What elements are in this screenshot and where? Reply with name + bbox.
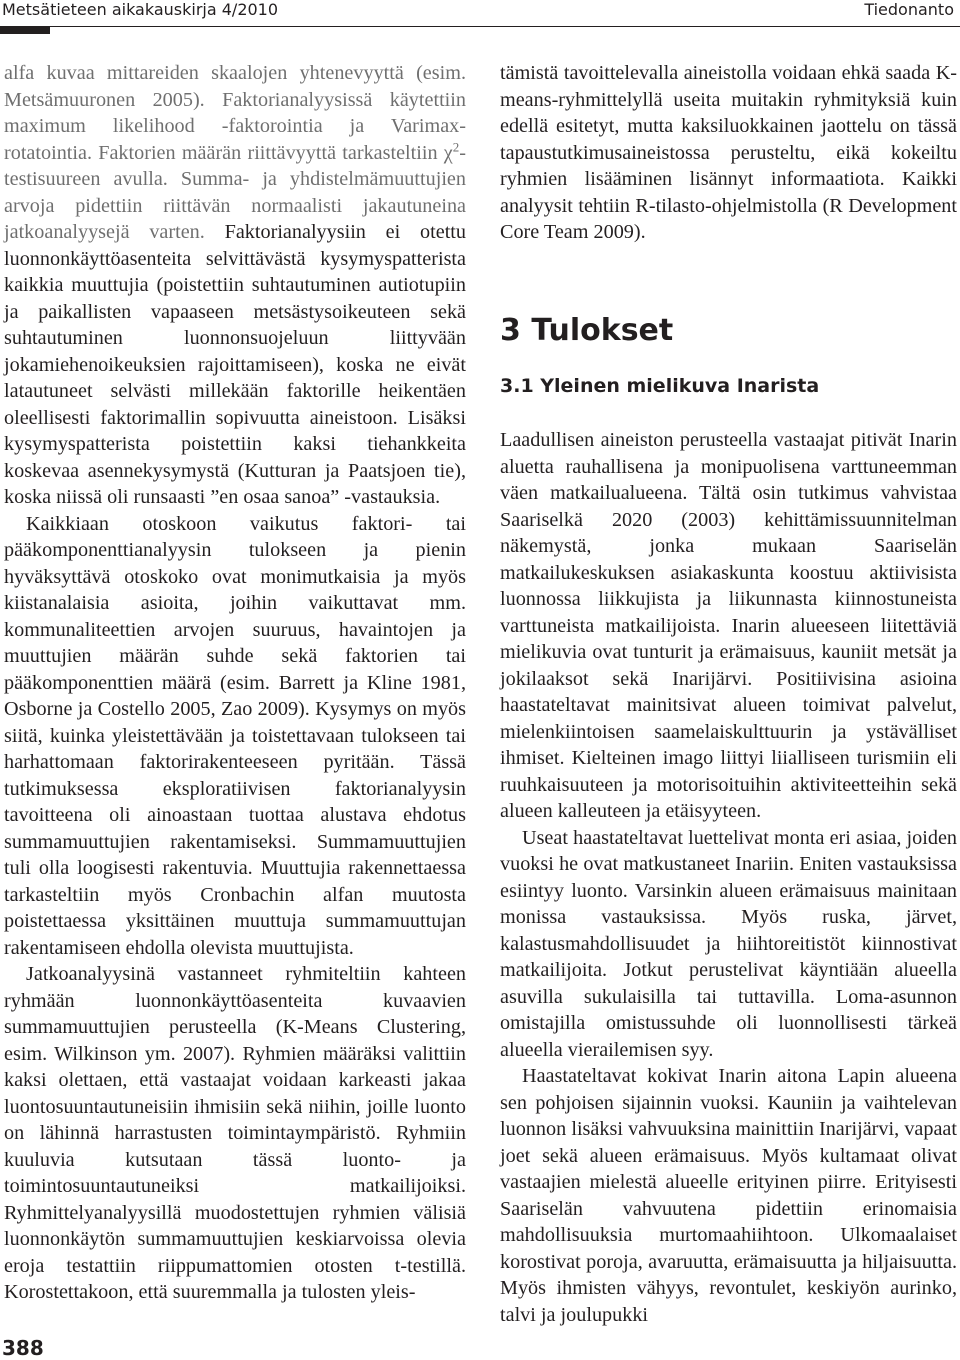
methods-gray-text-1: alfa kuvaa mittareiden skaalojen yhtenevyyttä (esim. Metsämuuronen 2005). Faktorianalyysissä käytettiin maximum likelihood -faktorointia ja Varimax-rotatointia. Faktorien määrän riittävyyttä tarkasteltiin χ (4, 62, 466, 164)
page-number: 388 (2, 1336, 44, 1360)
methods-black-text: Faktorianalyysiin ei otettu luonnonkäyttöasenteita selvittävästä kysymyspatterista kaikkia muuttujia (poistettiin suhtautuminen autiotupiin ja paikallisten vapaaseen metsästysoikeuteen sekä suhtautuminen luonnonsuojeluun liittyvään jokamiehenoikeuksien rajoittamiseen), koska ne eivät latautuneet selvästi millekään faktorille heikentäen oleellisesti faktorimallin sopivuutta aineistoon. Lisäksi kysymyspatterista poistettiin kaksi tiehankkeita koskevaa asennekysymystä (Kutturan ja Paatsjoen tie), koska niissä oli runsaasti ”en osaa sanoa” -vastauksia. (4, 221, 466, 508)
paragraph-results-1: Laadullisen aineiston perusteella vastaajat pitivät Inarin aluetta rauhallisena ja monipuolisena varttuneemman väen matkailualueena. Tältä osin tutkimus vahvistaa Saariselkä 2020 (2003) kehittämissuunnitelman näkemystä, jonka mukaan Saariselän matkailukeskuksen asiakaskunta koostuu aktiivisista luonnossa liikkujista ja liikunnasta kiinnostuneista varttuneista matkailijoista. Inarin alueeseen liitettäviä mielikuvia ovat tunturit ja erämaisuus, kauniit metsät ja jokilaaksot sekä Inarijärvi. Positiivisina asioina haastateltavat mainitsivat alueen toimivat palvelut, mielenkiintoisen saamelaiskulttuurin ja ystävälliset ihmiset. Kielteinen imago liittyi liialliseen turismiin eli ruuhkaisuuteen ja motorisoituihin aktiviteetteihin sekä alueen kalleuteen ja etäisyyteen. (500, 429, 957, 822)
journal-title: Metsätieteen aikakauskirja 4/2010 (2, 0, 279, 19)
header-tab-marker (0, 26, 50, 34)
paragraph-sample-size: Kaikkiaan otoskoon vaikutus faktori- tai pääkomponenttianalyysin tulokseen ja pienin hyväksyttävä otoskoko ovat monimutkaisia ja myös kiistanalaisia asioita, joihin vaikuttavat mm. kommunaliteettien arvojen suuruus, havaintojen ja muuttujien määrän suhde sekä faktorien tai pääkomponenttien määrä (esim. Barrett ja Kline 1981, Osborne ja Costello 2005, Zao 2009). Kysymys on myös siitä, kuinka yleistettävään ja toistettavaan tulokseen tai harhattomaan faktorirakenteeseen pyritään. Tässä tutkimuksessa eksploratiivisen faktorianalyysin tavoitteena oli ainoastaan tuottaa alustava ehdotus summamuuttujien rakentamiseksi. Summamuuttujien tuli olla loogisesti rakentuvia. Muuttujia rakennettaessa tarkasteltiin myös Cronbachin alfan muutosta poistettaessa yksittäinen muuttuja summamuuttujan rakentamiseen ehdolla olevista muuttujista. (4, 512, 466, 959)
paragraph-clustering: Jatkoanalyysinä vastanneet ryhmiteltiin kahteen ryhmään luonnonkäyttöasenteita kuvaavien summamuuttujien perusteella (K-Means Clustering, esim. Wilkinson ym. 2007). Ryhmien määräksi valittiin kaksi olettaen, että vastaajat voidaan karkeasti jakaa luontosuuntautuneisiin ihmisiin sekä niihin, joille luonto on lähinnä harrastusten toimintaympäristö. Ryhmiin kuuluvia kutsutaan tässä luonto- ja toimintosuuntautuneiksi matkailijoiksi. Ryhmittelyanalyysillä muodostettujen ryhmien välisiä luonnonkäytön summamuuttujien keskiarvoissa olevia eroja testattiin riippumattomien otosten t-testillä. Korostettakoon, että suuremmalla ja tulosten yleis- (4, 963, 466, 1303)
running-header (0, 0, 960, 24)
header-rule (0, 26, 960, 27)
methods-gray-text-2: -testisuureen avulla. Summa- ja yhdistelmämuuttujien arvoja pidettiin riittävän normaalisti jakautuneina jatkoanalyysejä varten. (4, 141, 466, 243)
subsection-heading: 3.1 Yleinen mielikuva Inarista (500, 375, 820, 397)
paragraph-results-2: Useat haastateltavat luettelivat monta eri asiaa, joiden vuoksi he ovat matkustaneet Inariin. Eniten vastauksissa esiintyy luonto. Varsinkin alueen erämaisuus mainitaan monissa vastauksissa. Myös ruska, järvet, kalastusmahdollisuudet ja hiihtoreitistöt kiinnostivat matkailijoita. Jotkut perustelivat käyntiään alueella asuvilla sukulaisilla tai tuttavilla. Loma-asunnon omistajilla omistussuhde oli luonnollisesti tärkeä alueella vierailemisen syy. (500, 826, 957, 1061)
paragraph-results-3: Haastateltavat kokivat Inarin aitona Lapin alueena sen pohjoisen sijainnin vuoksi. Kauniin ja vaihtelevan luonnon lisäksi vahvuuksina mainittiin Inarijärvi, vapaat joet sekä alueen erämaisuus. Myös kultamaat olivat vastaajien mielestä alueelle erityinen piirre. Erityisesti Saariselän vahvuutena pidettiin erinomaisia mahdollisuuksia murtomaahiihtoon. Ulkomaalaiset korostivat poroja, avaruutta, erämaisuutta ja hiljaisuutta. Myös ihmisten vähyys, revontulet, keskiyön aurinko, talvi ja joulupukki (500, 1065, 957, 1326)
section-heading: 3 Tulokset (500, 313, 674, 348)
paragraph-continuation: tämistä tavoittelevalla aineistolla voidaan ehkä saada K-means-ryhmittelyllä useita muitakin ryhmityksiä kuin edellä esitetyt, mutta kaksiluokkainen jaottelu on tässä tapaustutkimusaineistossa perusteltu, eikä kokeiltu ryhmien lisääminen lisännyt informaatiota. Kaikki analyysit tehtiin R-tilasto-ohjelmistolla (R Development Core Team 2009). (500, 62, 957, 243)
right-column-body (500, 427, 957, 1328)
left-column (4, 60, 466, 1306)
chi-square-superscript: 2 (452, 138, 460, 154)
section-label: Tiedonanto (864, 0, 954, 19)
right-column-top (500, 60, 957, 246)
paragraph-methods-1 (4, 60, 466, 511)
